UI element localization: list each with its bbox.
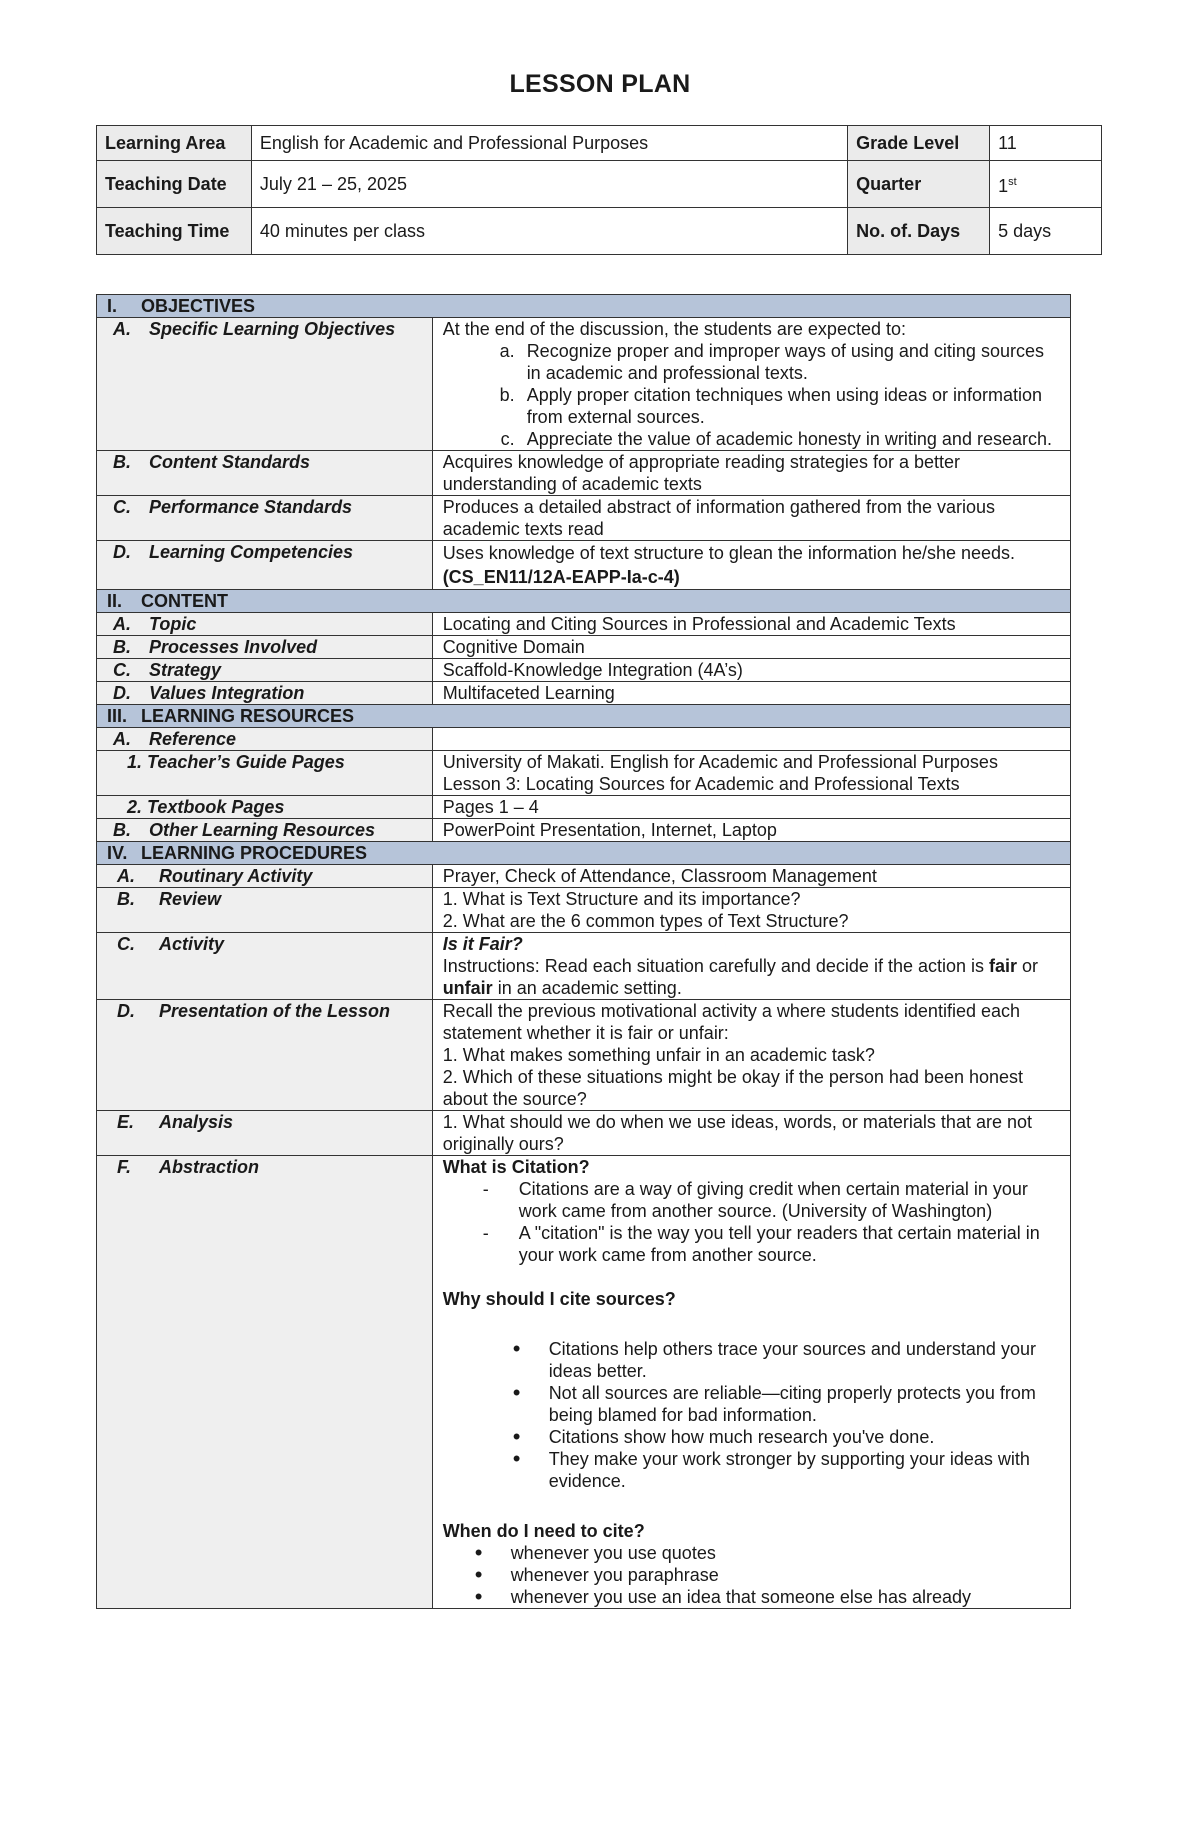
competencies-cell — [432, 541, 1070, 590]
row-label-text: Strategy — [149, 660, 222, 680]
list-item-text: Citations help others trace your sources and understand your ideas better. — [548, 1339, 1036, 1381]
table-row — [97, 1111, 1071, 1156]
section-number: II. — [107, 591, 123, 611]
list-item-text: Apply proper citation techniques when using ideas or information from external sources. — [526, 385, 1042, 427]
row-label — [97, 613, 433, 636]
list-item — [443, 1426, 1060, 1448]
table-row — [97, 613, 1071, 636]
table-row — [97, 496, 1071, 541]
row-label — [97, 541, 433, 590]
lesson-plan-table — [96, 294, 1071, 1609]
list-item — [443, 1586, 1060, 1608]
section-number: IV. — [107, 843, 128, 863]
list-marker: c. — [500, 429, 515, 449]
review-cell — [432, 888, 1070, 933]
row-letter: A. — [117, 866, 135, 886]
row-label-text: Analysis — [159, 1112, 234, 1132]
section-title: OBJECTIVES — [141, 296, 256, 316]
page-title: LESSON PLAN — [509, 70, 691, 98]
row-label-text: Presentation of the Lesson — [159, 1001, 391, 1021]
row-letter: C. — [113, 497, 131, 517]
row-label — [97, 1111, 433, 1156]
instructions-text: in an academic setting. — [497, 978, 682, 998]
row-label — [97, 659, 433, 682]
days-label: No. of. Days — [848, 208, 990, 255]
teaching-time-value: 40 minutes per class — [251, 208, 847, 255]
row-label-text: Performance Standards — [149, 497, 353, 517]
section-number: III. — [107, 706, 128, 726]
table-row — [97, 728, 1071, 751]
table-row — [97, 888, 1071, 933]
section-title: LEARNING RESOURCES — [141, 706, 355, 726]
row-label-text: Values Integration — [149, 683, 305, 703]
days-value: 5 days — [990, 208, 1102, 255]
section-heading — [97, 590, 1071, 613]
quarter-label: Quarter — [848, 161, 990, 208]
teachers-guide-line: University of Makati. English for Academic and Professional Purposes — [442, 752, 998, 772]
section-heading — [97, 705, 1071, 728]
bullet-icon: • — [474, 1562, 483, 1587]
row-letter: A. — [113, 729, 131, 749]
fair-word: fair — [989, 956, 1018, 976]
row-label — [97, 1000, 433, 1111]
unfair-word: unfair — [442, 978, 493, 998]
row-label-text: Reference — [149, 729, 237, 749]
table-row — [97, 1156, 1071, 1609]
row-label-text: Topic — [149, 614, 197, 634]
content-standards-value: Acquires knowledge of appropriate reading strategies for a better understanding of academic texts — [432, 451, 1070, 496]
row-label — [97, 865, 433, 888]
row-label — [97, 933, 433, 1000]
row-letter: F. — [117, 1157, 132, 1177]
row-value: Prayer, Check of Attendance, Classroom Management — [432, 865, 1070, 888]
row-letter: B. — [117, 889, 135, 909]
citation-heading: What is Citation? — [442, 1157, 590, 1177]
activity-title: Is it Fair? — [442, 934, 523, 954]
list-item-text: whenever you use an idea that someone else has already — [510, 1587, 971, 1607]
row-letter: D. — [117, 1001, 135, 1021]
section-title: CONTENT — [141, 591, 228, 611]
row-letter: C. — [117, 934, 135, 954]
bullet-icon: • — [474, 1584, 483, 1609]
row-value — [432, 728, 1070, 751]
competencies-text: Uses knowledge of text structure to glean the information he/she needs. — [442, 543, 1016, 563]
row-value: Multifaceted Learning — [432, 682, 1070, 705]
table-row — [97, 451, 1071, 496]
or-word: or — [1022, 956, 1039, 976]
section-number: I. — [107, 296, 118, 316]
table-row — [97, 796, 1071, 819]
table-row — [97, 636, 1071, 659]
list-item-text: A "citation" is the way you tell your readers that certain material in your work came from another source. — [518, 1223, 1040, 1265]
row-label — [97, 318, 433, 451]
bullet-icon: • — [512, 1424, 521, 1449]
teaching-date-label: Teaching Date — [97, 161, 252, 208]
bullet-icon: • — [512, 1336, 521, 1361]
row-letter: D. — [113, 542, 131, 562]
analysis-value: 1. What should we do when we use ideas, words, or materials that are not originally ours? — [432, 1111, 1070, 1156]
specific-objectives-cell — [432, 318, 1070, 451]
list-item-text: Appreciate the value of academic honesty in writing and research. — [526, 429, 1052, 449]
table-row — [97, 933, 1071, 1000]
list-item — [443, 1222, 1060, 1266]
row-label-text: Processes Involved — [149, 637, 318, 657]
section-header-content — [97, 590, 1071, 613]
teaching-date-value: July 21 – 25, 2025 — [251, 161, 847, 208]
bullet-icon: • — [474, 1540, 483, 1565]
list-item — [443, 384, 1060, 428]
teachers-guide-cell — [432, 751, 1070, 796]
list-item — [443, 428, 1060, 450]
table-row — [97, 751, 1071, 796]
grade-level-label: Grade Level — [848, 126, 990, 161]
row-value: Pages 1 – 4 — [432, 796, 1070, 819]
row-label — [97, 451, 433, 496]
row-label — [97, 682, 433, 705]
list-item — [443, 1382, 1060, 1426]
row-letter: D. — [113, 683, 131, 703]
bullet-icon: • — [512, 1446, 521, 1471]
list-item — [443, 1338, 1060, 1382]
row-label — [97, 819, 433, 842]
list-item-text: Citations show how much research you've done. — [548, 1427, 935, 1447]
bullet-icon: • — [512, 1380, 521, 1405]
learning-area-value: English for Academic and Professional Purposes — [251, 126, 847, 161]
list-marker: b. — [499, 385, 515, 405]
quarter-value — [990, 161, 1102, 208]
performance-standards-value: Produces a detailed abstract of information gathered from the various academic texts read — [432, 496, 1070, 541]
row-letter: B. — [113, 452, 131, 472]
list-item — [443, 1178, 1060, 1222]
section-header-procedures — [97, 842, 1071, 865]
row-label — [97, 496, 433, 541]
teachers-guide-line: Lesson 3: Locating Sources for Academic and Professional Texts — [442, 774, 960, 794]
row-value: Scaffold-Knowledge Integration (4A’s) — [432, 659, 1070, 682]
row-letter: B. — [113, 637, 131, 657]
when-cite-heading: When do I need to cite? — [442, 1521, 645, 1541]
section-header-resources — [97, 705, 1071, 728]
row-label-text: Learning Competencies — [149, 542, 354, 562]
row-label — [97, 888, 433, 933]
section-heading — [97, 295, 1071, 318]
quarter-suffix: st — [1008, 176, 1017, 188]
table-row — [97, 682, 1071, 705]
row-label-text: Other Learning Resources — [149, 820, 376, 840]
grade-level-value: 11 — [990, 126, 1102, 161]
row-label-text: Review — [159, 889, 222, 909]
list-item-text: Recognize proper and improper ways of using and citing sources in academic and professional texts. — [526, 341, 1044, 383]
row-value: PowerPoint Presentation, Internet, Laptop — [432, 819, 1070, 842]
row-label-text: Abstraction — [159, 1157, 260, 1177]
table-row — [97, 1000, 1071, 1111]
row-label-text: Activity — [159, 934, 225, 954]
list-item — [443, 1448, 1060, 1492]
instructions-text: Instructions: Read each situation carefully and decide if the action is — [442, 956, 984, 976]
list-marker: a. — [499, 341, 515, 361]
presentation-intro: Recall the previous motivational activity a where students identified each statement whether it is fair or unfair: — [442, 1001, 1020, 1043]
list-item — [443, 1542, 1060, 1564]
list-item — [443, 340, 1060, 384]
row-label: 1. Teacher’s Guide Pages — [97, 751, 433, 796]
row-label — [97, 1156, 433, 1609]
row-letter: B. — [113, 820, 131, 840]
abstraction-cell — [432, 1156, 1070, 1609]
row-label-text: Specific Learning Objectives — [149, 319, 396, 339]
lesson-info-table — [96, 125, 1102, 255]
competency-code: (CS_EN11/12A-EAPP-Ia-c-4) — [442, 567, 680, 587]
row-label — [97, 728, 433, 751]
presentation-cell — [432, 1000, 1070, 1111]
teaching-time-label: Teaching Time — [97, 208, 252, 255]
dash-marker: - — [482, 1223, 489, 1243]
list-item-text: Citations are a way of giving credit when certain material in your work came from another source. (University of Washington) — [518, 1179, 1028, 1221]
row-letter: A. — [113, 614, 131, 634]
row-label: 2. Textbook Pages — [97, 796, 433, 819]
list-item-text: They make your work stronger by supporting your ideas with evidence. — [548, 1449, 1030, 1491]
list-item — [443, 1564, 1060, 1586]
presentation-question: 2. Which of these situations might be okay if the person had been honest about the source? — [442, 1067, 1024, 1109]
row-letter: A. — [113, 319, 131, 339]
list-item-text: Not all sources are reliable—citing properly protects you from being blamed for bad information. — [548, 1383, 1036, 1425]
section-header-objectives — [97, 295, 1071, 318]
row-label-text: Routinary Activity — [159, 866, 313, 886]
presentation-question: 1. What makes something unfair in an academic task? — [442, 1045, 875, 1065]
row-letter: C. — [113, 660, 131, 680]
activity-cell — [432, 933, 1070, 1000]
activity-instructions — [443, 955, 1060, 999]
table-row — [97, 659, 1071, 682]
quarter-number: 1 — [998, 176, 1009, 196]
table-row — [97, 865, 1071, 888]
review-question: 2. What are the 6 common types of Text Structure? — [442, 911, 849, 931]
table-row — [97, 318, 1071, 451]
list-item-text: whenever you paraphrase — [510, 1565, 719, 1585]
table-row — [97, 819, 1071, 842]
list-item-text: whenever you use quotes — [510, 1543, 716, 1563]
row-value: Cognitive Domain — [432, 636, 1070, 659]
objectives-intro: At the end of the discussion, the students are expected to: — [442, 319, 906, 339]
learning-area-label: Learning Area — [97, 126, 252, 161]
table-row — [97, 541, 1071, 590]
why-cite-heading: Why should I cite sources? — [442, 1289, 676, 1309]
row-label-text: Content Standards — [149, 452, 311, 472]
dash-marker: - — [482, 1179, 489, 1199]
row-value: Locating and Citing Sources in Professional and Academic Texts — [432, 613, 1070, 636]
section-title: LEARNING PROCEDURES — [141, 843, 368, 863]
row-label — [97, 636, 433, 659]
row-letter: E. — [117, 1112, 135, 1132]
section-heading — [97, 842, 1071, 865]
review-question: 1. What is Text Structure and its importance? — [442, 889, 801, 909]
